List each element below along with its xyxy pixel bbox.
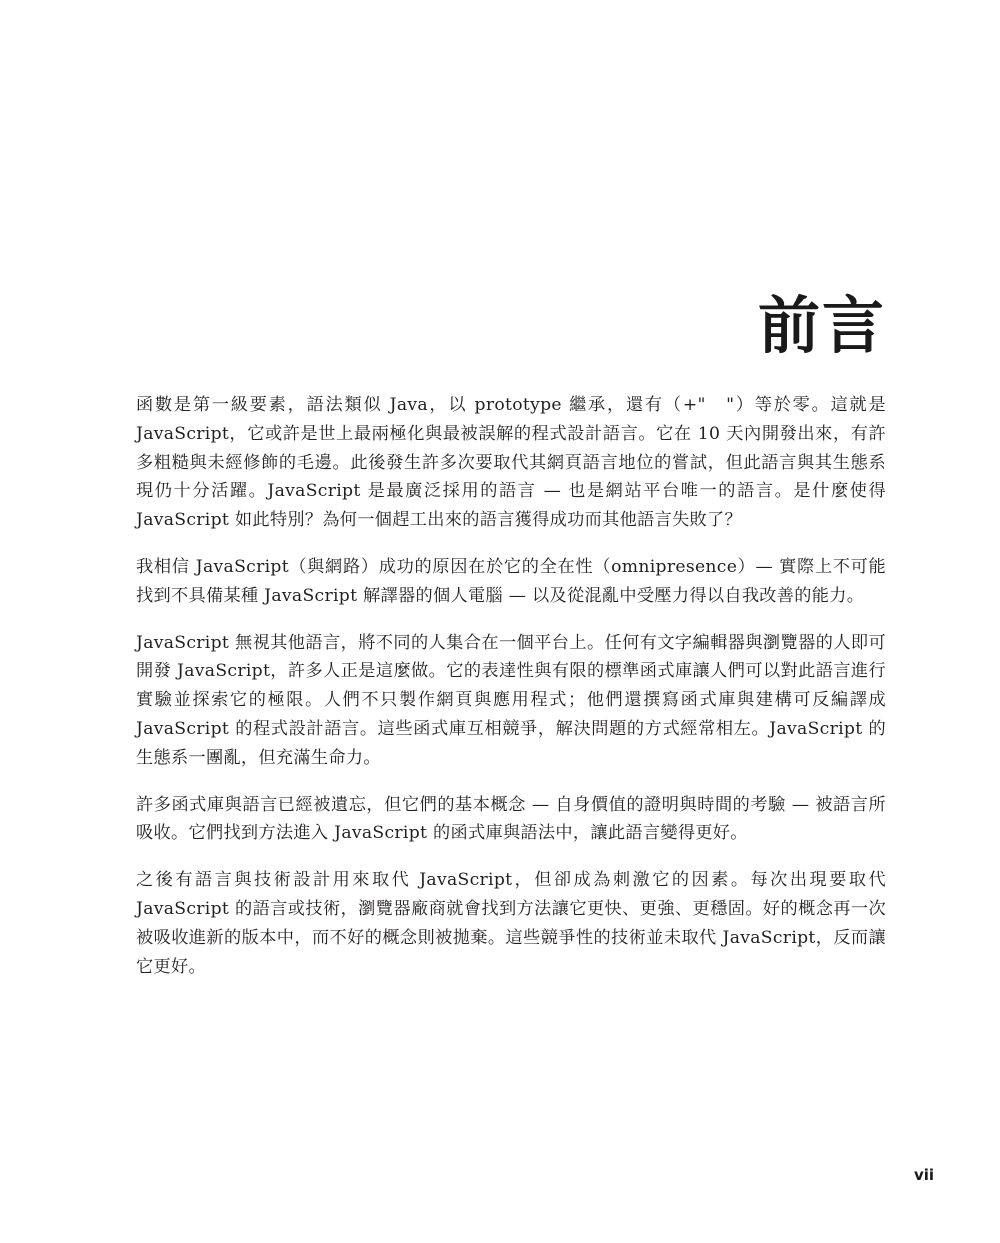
body-text bbox=[136, 391, 886, 999]
paragraph-4: 許多函式庫與語言已經被遺忘，但它們的基本概念 — 自身價值的證明與時間的考驗 — 被語言所吸收。它們找到方法進入 JavaScript 的函式庫與語法中，讓此語言變得更好。 bbox=[136, 794, 886, 844]
page-title: 前言 bbox=[757, 289, 886, 362]
paragraph-5: 之後有語言與技術設計用來取代 JavaScript，但卻成為刺激它的因素。每次出現要取代 JavaScript 的語言或技術，瀏覽器廠商就會找到方法讓它更快、更強、更穩固。好的概念再一次被吸收進新的版本中，而不好的概念則被拋棄。這些競爭性的技術並未取代 JavaScript，反而讓它更好。 bbox=[136, 870, 886, 977]
paragraph-2: 我相信 JavaScript（與網路）成功的原因在於它的全在性（omnipresence）— 實際上不可能找到不具備某種 JavaScript 解譯器的個人電腦 — 以及從混亂中受壓力得以自我改善的能力。 bbox=[136, 556, 886, 606]
paragraph-3: JavaScript 無視其他語言，將不同的人集合在一個平台上。任何有文字編輯器與瀏覽器的人即可開發 JavaScript，許多人正是這麼做。它的表達性與有限的標準函式庫讓人們可以對此語言進行實驗並探索它的極限。人們不只製作網頁與應用程式；他們還撰寫函式庫與建構可反編譯成 JavaScript 的程式設計語言。這些函式庫互相競爭，解決問題的方式經常相左。JavaScript 的生態系一團亂，但充滿生命力。 bbox=[136, 632, 886, 768]
paragraph-1: 函數是第一級要素，語法類似 Java，以 prototype 繼承，還有（+" "）等於零。這就是 JavaScript，它或許是世上最兩極化與最被誤解的程式設計語言。它在 10 天內開發出來，有許多粗糙與未經修飾的毛邊。此後發生許多次要取代其網頁語言地位的嘗試，但此語言與其生態系現仍十分活躍。JavaScript 是最廣泛採用的語言 — 也是網站平台唯一的語言。是什麼使得 JavaScript 如此特別？為何一個趕工出來的語言獲得成功而其他語言失敗了？ bbox=[136, 395, 886, 531]
page-number: vii bbox=[913, 1166, 934, 1184]
